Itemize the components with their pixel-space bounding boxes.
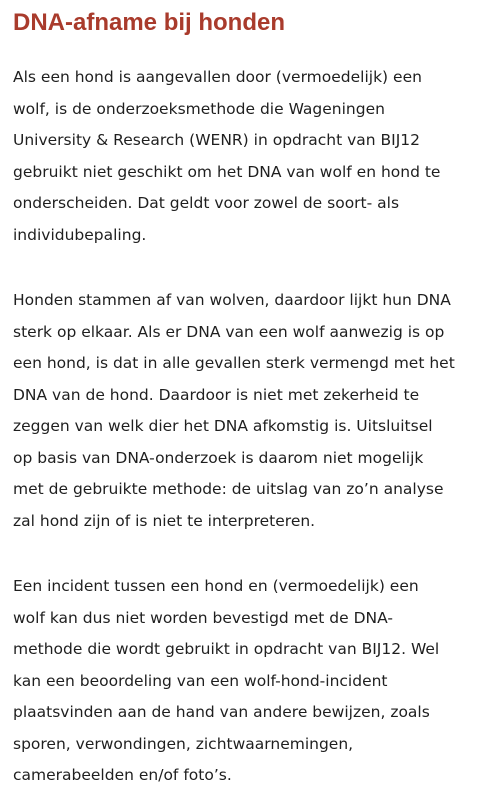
text-line: zeggen van welk dier het DNA afkomstig is. Uitsluitsel <box>13 417 433 435</box>
paragraph-1 <box>13 62 481 251</box>
text-line: Een incident tussen een hond en (vermoedelijk) een <box>13 577 419 595</box>
text-line: wolf, is de onderzoeksmethode die Wageningen <box>13 99 385 118</box>
text-line: wolf kan dus niet worden bevestigd met de DNA- <box>13 608 393 627</box>
text-line: DNA van de hond. Daardoor is niet met zekerheid te <box>13 385 420 404</box>
article <box>13 6 481 792</box>
text-line: zal hond zijn of is niet te interpreteren. <box>13 511 316 530</box>
text-line: een hond, is dat in alle gevallen sterk vermengd met het <box>13 354 455 372</box>
text-line: camerabeelden en/of foto’s. <box>13 766 232 784</box>
paragraph-2 <box>13 285 481 537</box>
text-line: op basis van DNA-onderzoek is daarom niet mogelijk <box>13 448 424 467</box>
text-line: Als een hond is aangevallen door (vermoedelijk) een <box>13 68 422 86</box>
text-line: met de gebruikte methode: de uitslag van zo’n analyse <box>13 480 444 498</box>
text-line: individubepaling. <box>13 225 147 244</box>
text-line: methode die wordt gebruikt in opdracht van BIJ12. Wel <box>13 640 440 658</box>
text-line: Honden stammen af van wolven, daardoor lijkt hun DNA <box>13 291 451 309</box>
text-line: sterk op elkaar. Als er DNA van een wolf aanwezig is op <box>13 322 445 341</box>
text-line: University & Research (WENR) in opdracht van BIJ12 <box>13 131 421 149</box>
text-line: onderscheiden. Dat geldt voor zowel de soort- als <box>13 194 400 212</box>
text-line: plaatsvinden aan de hand van andere bewijzen, zoals <box>13 703 430 721</box>
text-line: gebruikt niet geschikt om het DNA van wolf en hond te <box>13 162 441 181</box>
article-title: DNA-afname bij honden <box>13 9 286 36</box>
text-line: kan een beoordeling van een wolf-hond-incident <box>13 671 388 690</box>
paragraph-3 <box>13 571 481 792</box>
text-line: sporen, verwondingen, zichtwaarnemingen, <box>13 734 354 753</box>
